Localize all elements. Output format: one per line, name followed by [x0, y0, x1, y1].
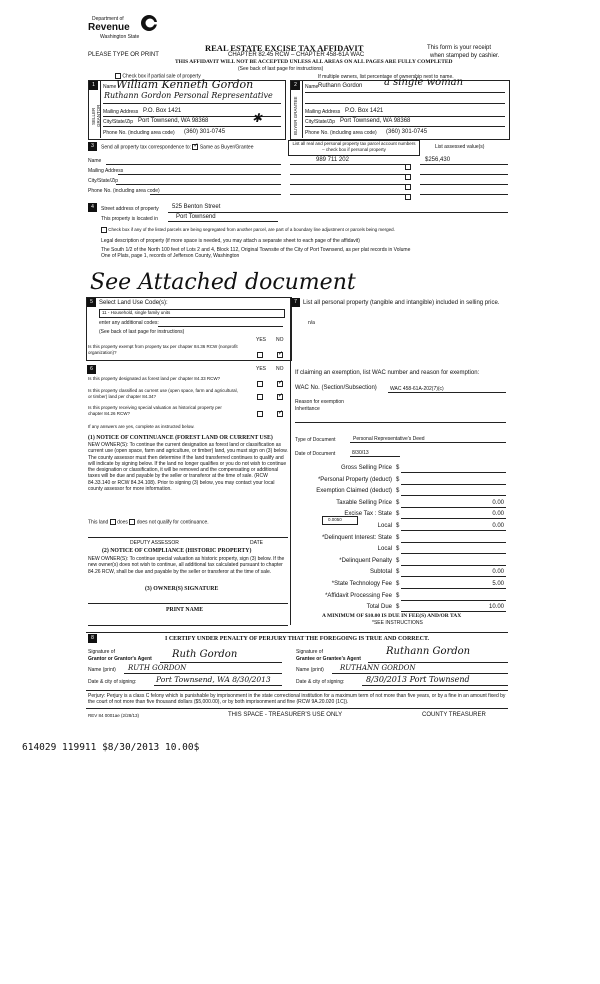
grantor-sig-label-2: Grantor or Grantor's Agent [88, 656, 152, 662]
tax-row-label: *State Technology Fee [331, 581, 392, 587]
doc-date-value[interactable]: 8/30/13 [352, 450, 369, 456]
deputy-assessor: DEPUTY ASSESSOR [130, 540, 179, 546]
exempt-no-checkbox[interactable] [277, 352, 283, 358]
legal-description[interactable]: The South 1/2 of the North 100 feet of Lots 2 and 4, Block 112, Original Townsite of the City of Port Townsend, as per plat records in Volume One of Plats, page 1, records of Jefferson County, Washington [101, 247, 411, 260]
tax-row [295, 488, 508, 497]
street-address[interactable]: 525 Benton Street [172, 204, 221, 210]
tax-row-label: *Delinquent Penalty [339, 557, 392, 564]
owner-signature-label: (3) OWNER(S) SIGNATURE [145, 586, 219, 592]
rev-number: REV 84 0001ae (2/28/13) [88, 713, 140, 718]
legal-label: Legal description of property (if more space is needed, you may attach a separate sheet to each page of the affidavit) [101, 238, 360, 244]
tax-row-label: Subtotal [369, 569, 392, 576]
section4-badge: 4 [88, 203, 97, 212]
same-as-buyer-checkbox[interactable] [192, 144, 198, 150]
buyer-city-label: City/State/Zip [305, 119, 336, 125]
tax-row-label: *Delinquent Interest: State [321, 534, 392, 541]
county-treasurer: COUNTY TREASURER [422, 712, 486, 718]
send-all-row [101, 144, 253, 150]
send-all-label: Send all property tax correspondence to: [101, 144, 192, 151]
multi-owners-note: If multiple owners, list percentage of ownership next to name. [318, 74, 454, 80]
land-use-label: Select Land Use Code(s): [99, 300, 168, 306]
see-attached-handwritten: See Attached document [90, 270, 356, 295]
seller-mailing-label: Mailing Address [103, 109, 139, 115]
tax-row-label: Taxable Selling Price [336, 499, 392, 506]
seller-side-label: SELLER GRANTOR [91, 104, 101, 128]
tax-row-dollar: $ [396, 465, 400, 471]
form-title: REAL ESTATE EXCISE TAX AFFIDAVIT [205, 43, 364, 53]
q1-text: Is this property designated as forest land per chapter 84.33 RCW? [88, 376, 221, 381]
same-as-buyer-label: Same as Buyer/Grantee [199, 144, 254, 151]
section8-badge: 8 [88, 634, 97, 643]
segregated-row[interactable] [101, 227, 395, 233]
segregated-label: Check box if any of the listed parcels are being segregated from another parcel, are part of a boundary line adjustment or parcels being merged. [108, 227, 395, 233]
grantor-print-label: Name (print) [88, 667, 116, 673]
tax-row-dollar: $ [396, 569, 400, 576]
tax-row-value[interactable]: 0.00 [492, 499, 504, 506]
section5-badge: 5 [87, 298, 96, 307]
tax-row-dollar: $ [396, 581, 400, 587]
doc-type-label: Type of Document [295, 437, 336, 443]
tax-row [295, 477, 508, 486]
grantee-date-label: Date & city of signing: [296, 679, 345, 685]
reason-label: Reason for exemption [295, 399, 344, 405]
list-personal-label: List all personal property (tangible and intangible) included in selling price. [303, 300, 500, 306]
segregated-checkbox[interactable] [101, 227, 107, 233]
s3-city-label: City/State/Zip [88, 178, 119, 184]
please-type: PLEASE TYPE OR PRINT [88, 52, 159, 58]
grantee-print-name[interactable]: RUTHANN GORDON [340, 664, 416, 672]
s6-no: NO [276, 366, 284, 372]
tax-row [295, 569, 508, 578]
logo-swirl-icon [140, 14, 158, 32]
tax-row-label: Gross Selling Price [340, 465, 392, 471]
tax-row-dollar: $ [396, 499, 400, 506]
notice1-title: (1) NOTICE OF CONTINUANCE (FOREST LAND OR CURRENT USE) [88, 435, 273, 441]
tax-row-label: Exemption Claimed (deduct) [316, 488, 392, 495]
tax-row-dollar: $ [396, 557, 400, 564]
revenue-logo [88, 14, 160, 46]
see-instructions: *SEE INSTRUCTIONS [372, 620, 423, 626]
personal-property-checkbox-4[interactable] [405, 194, 411, 200]
grantee-signature[interactable]: Ruthann Gordon [386, 646, 471, 657]
tax-row-dollar: $ [396, 523, 400, 529]
wac-value[interactable]: WAC 458-61A-202(7)(c) [390, 386, 444, 392]
tax-row-value[interactable]: 5.00 [492, 581, 504, 587]
local-rate-value: 0.0050 [328, 517, 342, 522]
seller-phone[interactable]: (360) 301-0745 [184, 129, 226, 135]
tax-row-dollar: $ [396, 534, 400, 541]
form-warning: THIS AFFIDAVIT WILL NOT BE ACCEPTED UNLESS ALL AREAS ON ALL PAGES ARE FULLY COMPLETED [175, 59, 453, 65]
section6-badge: 6 [87, 365, 96, 374]
tax-row-label: Total Due [366, 604, 392, 611]
assessed-header: List assessed value(s) [435, 144, 485, 150]
s3-name-label: Name [88, 158, 102, 164]
buyer-name-label: Name [305, 84, 319, 90]
tax-row-value[interactable]: 0.00 [492, 523, 504, 529]
section7-badge: 7 [291, 298, 300, 307]
seller-mailing[interactable]: P.O. Box 1421 [143, 108, 182, 114]
q1-yes-checkbox[interactable] [257, 381, 263, 387]
seller-name-label: Name [103, 84, 117, 90]
s3-phone-label: Phone No. (including area code) [88, 188, 160, 194]
tax-row-dollar: $ [396, 592, 400, 599]
wac-label: WAC No. (Section/Subsection) [295, 385, 377, 391]
parcel-list-header: List all real and personal property tax parcel account numbers – check box if personal property [292, 141, 416, 152]
tax-row-dollar: $ [396, 511, 400, 518]
grantor-sig-label-1: Signature of [88, 649, 115, 655]
s5-yes: YES [256, 337, 267, 343]
section3-badge: 3 [88, 142, 97, 151]
claim-exempt-label: If claiming an exemption, list WAC number and reason for exemption: [295, 370, 480, 376]
exempt-yes-checkbox[interactable] [257, 352, 263, 358]
located-in[interactable]: Port Townsend [176, 214, 216, 220]
seller-city-label: City/State/Zip [103, 119, 134, 125]
parcel-number[interactable]: 989 711 202 [316, 157, 349, 163]
q2-yes-checkbox[interactable] [257, 394, 263, 400]
dept-line2: Revenue [88, 22, 130, 33]
tax-row-label: Excise Tax : State [344, 511, 392, 518]
q1-no-checkbox[interactable] [277, 381, 283, 387]
receipt-1: This form is your receipt [427, 45, 492, 51]
tax-row-value[interactable]: 0.00 [492, 569, 504, 576]
tax-row [295, 558, 508, 567]
grantee-date-city[interactable]: 8/30/2013 Port Townsend [366, 675, 470, 684]
assessed-value[interactable]: $256,430 [425, 157, 451, 163]
land-use-value: 11 - Household, single family units [102, 310, 171, 315]
dept-line3: Washington State [100, 34, 140, 40]
seller-name-handwritten-2[interactable]: Ruthann Gordon Personal Representative [104, 91, 273, 100]
if-any-yes: If any answers are yes, complete as instructed below. [88, 424, 195, 429]
tax-row [295, 500, 508, 509]
receipt-2: when stamped by cashier. [430, 53, 500, 59]
s3-mailing-label: Mailing Address [88, 168, 124, 174]
perjury-notice: Perjury: Perjury is a class C felony which is punishable by imprisonment in the state correctional institution for a maximum term of not more than five years, or by a fine in an amount fixed by the court of not more than five thousand dollars ($5,000.00), or by both imprisonment and fine (RCW 9A.20.020 (1C)). [88, 693, 506, 706]
treasurer-receipt-stamp: 614029 119911 $8/30/2013 10.00$ [22, 742, 200, 753]
buyer-side-label: BUYER GRANTEE [293, 96, 298, 136]
tax-row [295, 465, 508, 474]
tax-row [295, 604, 508, 613]
s6-yes: YES [256, 366, 267, 372]
tax-row-value[interactable]: 10.00 [488, 604, 504, 611]
buyer-name[interactable]: Ruthann Gordon [318, 83, 363, 89]
buyer-mailing-label: Mailing Address [305, 109, 341, 115]
located-label: This property is located in [101, 216, 158, 222]
tax-row-dollar: $ [396, 546, 400, 553]
tax-row-dollar: $ [396, 488, 400, 495]
seller-city[interactable]: Port Townsend, WA 98368 [138, 118, 209, 124]
tax-row-label: *Personal Property (deduct) [317, 476, 392, 483]
reason-value[interactable]: Inheritance [295, 406, 320, 412]
s5-see-back: (See back of last page for instructions) [99, 329, 185, 335]
this-land-label: This land [88, 519, 109, 526]
grantee-sig-label-2: Grantee or Grantee's Agent [296, 656, 361, 662]
grantor-date-label: Date & city of signing: [88, 679, 137, 685]
q3-no-checkbox[interactable] [277, 411, 283, 417]
tax-row [295, 593, 508, 602]
deputy-date: DATE [250, 540, 263, 546]
form-chapter: CHAPTER 82.45 RCW – CHAPTER 458-61A WAC [228, 52, 365, 58]
grantor-signature[interactable]: Ruth Gordon [172, 649, 238, 660]
does-checkbox[interactable] [110, 519, 116, 525]
doc-date-label: Date of Document [295, 451, 336, 457]
tax-row-label: Local [377, 546, 392, 553]
see-back: (See back of last page for instructions) [238, 66, 324, 72]
partial-sale-label: Check box if partial sale of property [122, 73, 201, 80]
section1-badge: 1 [89, 81, 98, 90]
grantor-date-city[interactable]: Port Townsend, WA 8/30/2013 [156, 675, 271, 684]
tax-row [295, 546, 508, 555]
tax-row-value[interactable]: 0.00 [492, 511, 504, 518]
seller-phone-label: Phone No. (including area code) [103, 130, 175, 136]
notice1-body: NEW OWNER(S): To continue the current designation as forest land or classification as current use (open space, farm and agriculture, or timber) land, you must sign on (3) below. The county assessor must then determine if the land transferred continues to qualify and will indicate by signing below. If the land no longer qualifies or you do not wish to continue the designation or classification, it will be removed and the compensating or additional taxes will be due and payable by the seller or transferor at the time of sale. (RCW 84.33.140 or RCW 84.34.108). Prior to signing (3) below, you may contact your local county assessor for more information. [88, 442, 288, 492]
buyer-city[interactable]: Port Townsend, WA 98368 [340, 118, 411, 124]
buyer-phone[interactable]: (360) 301-0745 [386, 129, 428, 135]
street-label: Street address of property [101, 206, 159, 212]
this-land-row [88, 519, 209, 525]
notice2-title: (2) NOTICE OF COMPLIANCE (HISTORIC PROPERTY) [102, 548, 252, 554]
tax-row-label: Local [377, 523, 392, 529]
grantee-sig-label-1: Signature of [296, 649, 323, 655]
personal-na[interactable]: n/a [308, 320, 315, 326]
dept-line1: Department of [92, 16, 124, 22]
exempt-question: Is this property exempt from property tax per chapter 84.36 RCW (nonprofit organization)? [88, 344, 238, 355]
notice2-body: NEW OWNER(S): To continue special valuation as historic property, sign (3) below. If the new owner(s) does not wish to continue, all additional tax calculated pursuant to chapter 84.26 RCW, shall be due and payable by the seller or transferor at the time of sale. [88, 556, 285, 575]
does-not-label: does not qualify for continuance. [136, 519, 209, 526]
q3-text: Is this property receiving special valuation as historical property per chapter 84.26 RCW? [88, 405, 222, 416]
section2-badge: 2 [291, 81, 300, 90]
does-label: does [117, 519, 128, 526]
minimum-due: A MINIMUM OF $10.00 IS DUE IN FEE(S) AND/OR TAX [322, 613, 462, 619]
q2-no-checkbox[interactable] [277, 394, 283, 400]
seller-scribble: ✱ [252, 111, 263, 125]
q2-text: Is this property classified as current use (open space, farm and agricultural, or timber) land per chapter 84.34? [88, 388, 238, 399]
treasurer-space: THIS SPACE - TREASURER'S USE ONLY [228, 712, 343, 718]
buyer-phone-label: Phone No. (including area code) [305, 130, 377, 136]
q3-yes-checkbox[interactable] [257, 411, 263, 417]
doc-type-value[interactable]: Personal Representative's Deed [353, 436, 425, 442]
tax-row [295, 581, 508, 590]
tax-row-dollar: $ [396, 604, 400, 611]
seller-name-handwritten[interactable]: William Kenneth Gordon [116, 78, 254, 91]
buyer-name-handwritten[interactable]: a single woman [384, 77, 464, 88]
buyer-mailing[interactable]: P.O. Box 1421 [345, 108, 384, 114]
tax-row [295, 535, 508, 544]
tax-row-label: *Affidavit Processing Fee [325, 592, 392, 599]
additional-codes-label: enter any additional codes: [99, 320, 159, 326]
s5-no: NO [276, 337, 284, 343]
certify-statement: I CERTIFY UNDER PENALTY OF PERJURY THAT THE FOREGOING IS TRUE AND CORRECT. [165, 636, 430, 642]
tax-row-dollar: $ [396, 476, 400, 483]
grantee-print-label: Name (print) [296, 667, 324, 673]
does-not-checkbox[interactable] [129, 519, 135, 525]
print-name-label: PRINT NAME [166, 607, 204, 613]
grantor-print-name[interactable]: RUTH GORDON [128, 664, 187, 672]
